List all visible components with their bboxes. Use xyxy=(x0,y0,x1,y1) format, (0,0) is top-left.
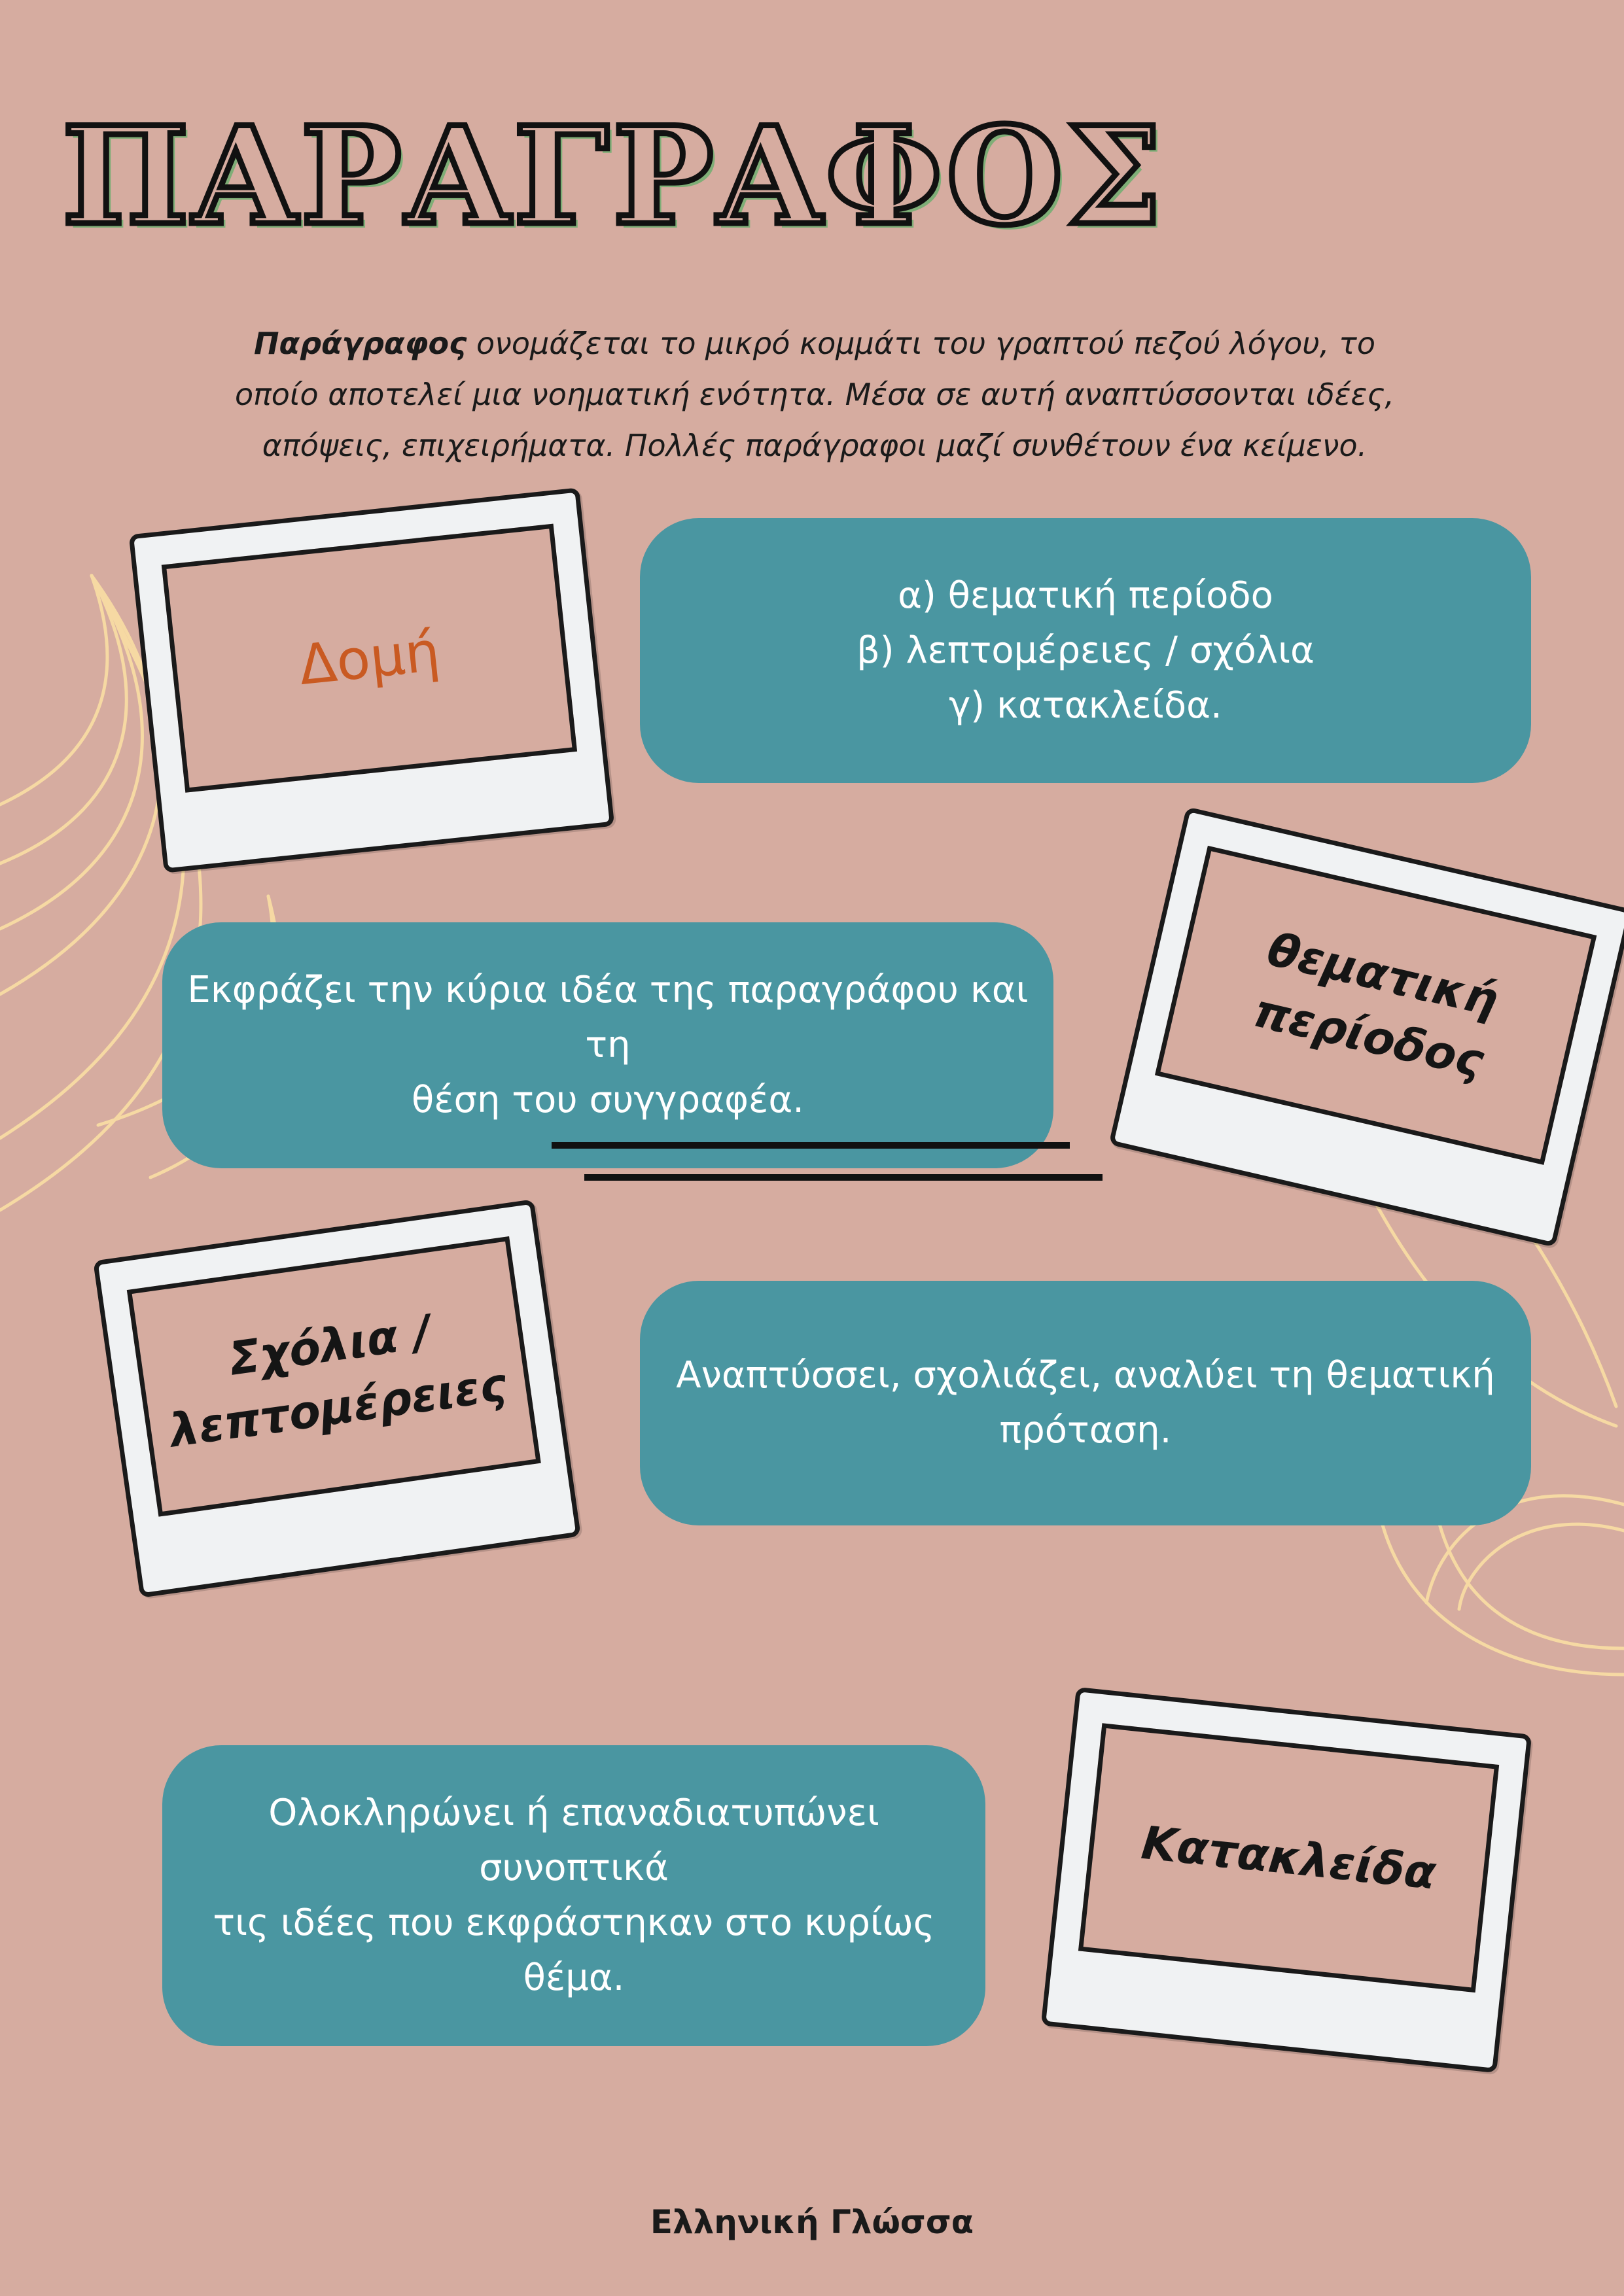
topic-sentence-card-text: Εκφράζει την κύρια ιδέα της παραγράφου και τη θέση του συγγραφέα. xyxy=(187,969,1029,1121)
details-card-text: Αναπτύσσει, σχολιάζει, αναλύει τη θεματική πρόταση. xyxy=(676,1354,1495,1452)
conclusion-frame-label: Κατακλείδα xyxy=(1139,1815,1439,1900)
details-frame xyxy=(93,1199,581,1598)
intro-paragraph xyxy=(222,318,1407,471)
topic-sentence-frame-label: θεματική περίοδος xyxy=(1248,922,1504,1088)
details-card xyxy=(640,1281,1531,1525)
topic-sentence-card xyxy=(162,922,1053,1168)
details-frame-label: Σχόλια / λεπτομέρειες xyxy=(166,1304,510,1458)
conclusion-card xyxy=(162,1745,985,2046)
conclusion-frame xyxy=(1041,1687,1532,2073)
underline-1 xyxy=(552,1142,1070,1149)
conclusion-card-text: Ολοκληρώνει ή επαναδιατυπώνει συνοπτικά τις ιδέες που εκφράστηκαν στο κυρίως θέμα. xyxy=(213,1792,935,1999)
structure-frame-label: Δομή xyxy=(296,619,443,698)
footer-subject: Ελληνική Γλώσσα xyxy=(650,2203,974,2241)
structure-card-text: α) θεματική περίοδο β) λεπτομέρειες / σχόλια γ) κατακλείδα. xyxy=(856,574,1315,727)
structure-card xyxy=(640,518,1531,783)
intro-text: ονομάζεται το μικρό κομμάτι του γραπτού πεζού λόγου, το οποίο αποτελεί μια νοηματική ενότητα. Μέσα σε αυτή αναπτύσσονται ιδέες, απόψεις, επιχειρήματα. Πολλές παράγραφοι μαζί συνθέτουν ένα κείμενο. xyxy=(234,326,1395,463)
underline-2 xyxy=(584,1174,1103,1181)
page-title: ΠΑΡΑΓΡΑΦΟΣ xyxy=(62,98,1166,255)
structure-frame xyxy=(129,487,615,873)
intro-term: Παράγραφος xyxy=(254,326,467,361)
